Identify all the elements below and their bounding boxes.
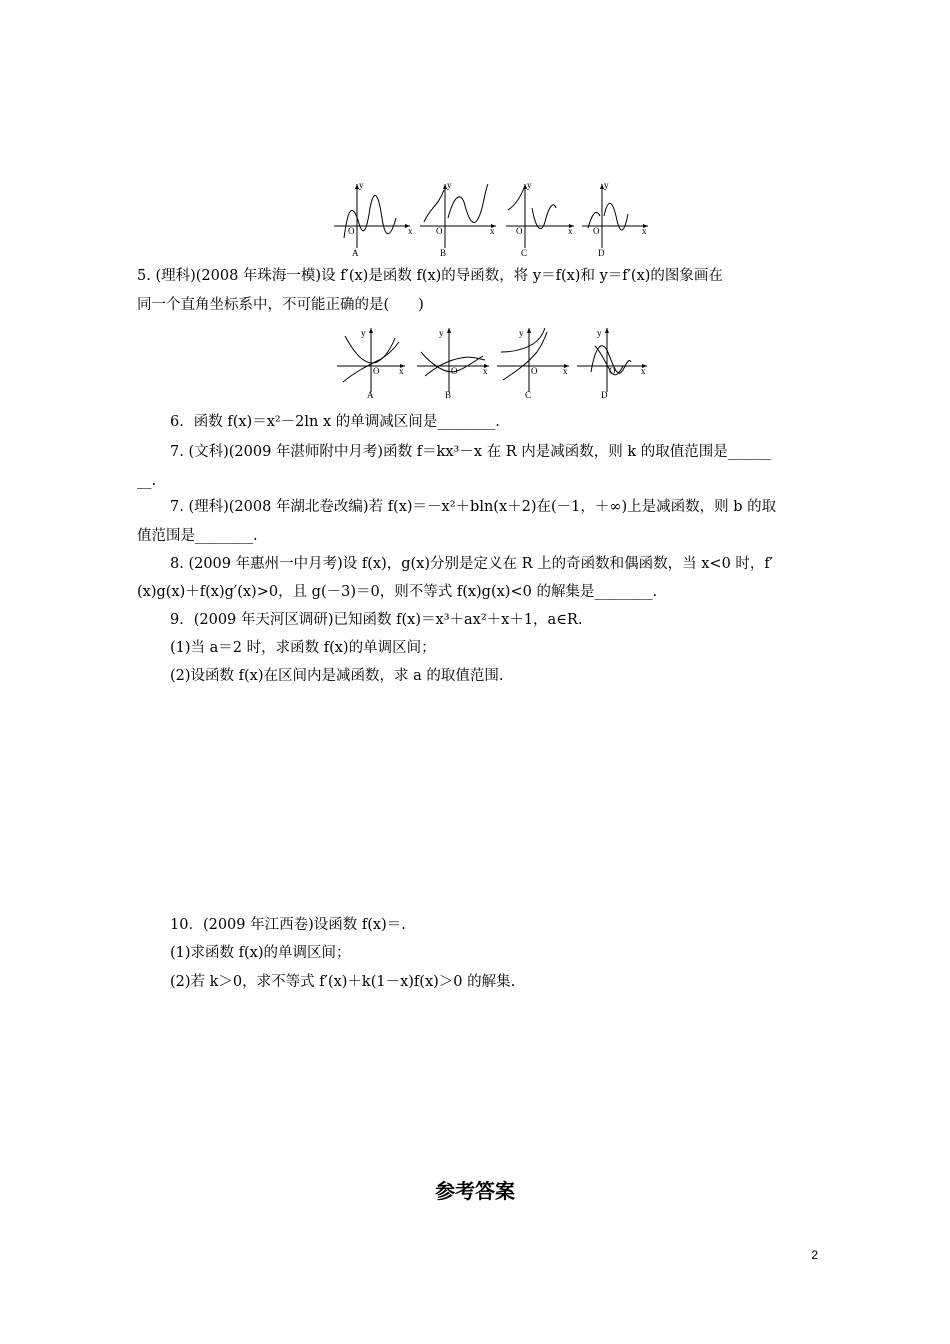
figure-label-d: D <box>598 248 605 258</box>
answer-section-title: 参考答案 <box>435 1179 515 1203</box>
question-10-part-2: (2)若 k＞0，求不等式 f′(x)＋k(1－x)f(x)＞0 的解集. <box>170 974 516 990</box>
page-number: 2 <box>811 1248 818 1262</box>
figure-y-label: y <box>361 328 366 338</box>
derivative-graphs-svg <box>330 178 652 258</box>
figure-origin-label: O <box>451 366 458 376</box>
figure-label-c: C <box>521 248 528 258</box>
question-7-like-line-1: 7. (理科)(2008 年湖北卷改编)若 f(x)＝－x²＋bln(x＋2)在(－1，＋∞)上是减函数，则 b 的取 <box>170 499 777 515</box>
figure-label-b: B <box>440 248 447 258</box>
figure-x-label: x <box>483 366 488 376</box>
figure-y-label: y <box>439 328 444 338</box>
question-5-line-1: 5. (理科)(2008 年珠海一模)设 f′(x)是函数 f(x)的导函数，将 y＝f(x)和 y＝f′(x)的图象画在 <box>137 268 723 284</box>
figure-x-label: x <box>563 366 568 376</box>
figure-x-label: x <box>408 226 413 236</box>
figure-origin-label: O <box>531 366 538 376</box>
question-10: 10．(2009 年江西卷)设函数 f(x)＝. <box>170 917 406 933</box>
figure-x-label: x <box>399 366 404 376</box>
figure-y-label: y <box>359 180 364 190</box>
figure-label-a: A <box>352 248 359 258</box>
figure-origin-label: O <box>373 366 380 376</box>
figure-x-label: x <box>641 366 646 376</box>
figure-y-label: y <box>604 180 609 190</box>
question-9: 9．(2009 年天河区调研)已知函数 f(x)＝x³＋ax²＋x＋1，a∈R. <box>170 612 583 628</box>
question-9-part-1: (1)当 a＝2 时，求函数 f(x)的单调区间； <box>170 640 436 656</box>
question-7-wenke-line-2: __. <box>137 473 157 489</box>
figure-label-b: B <box>445 390 452 400</box>
figure-label-a: A <box>367 390 374 400</box>
figure-x-label: x <box>642 226 647 236</box>
figure-origin-label: O <box>348 226 355 236</box>
question-9-part-2: (2)设函数 f(x)在区间内是减函数，求 a 的取值范围. <box>170 668 504 684</box>
question-8-line-2: (x)g(x)＋f(x)g′(x)>0，且 g(－3)＝0，则不等式 f(x)g(x)<0 的解集是________. <box>137 584 658 600</box>
figure-origin-label: O <box>609 366 616 376</box>
figure-origin-label: O <box>593 226 600 236</box>
q5-graphs-figure <box>333 322 651 402</box>
question-6: 6．函数 f(x)＝x²－2ln x 的单调减区间是________. <box>170 414 500 430</box>
figure-y-label: y <box>527 180 532 190</box>
figure-origin-label: O <box>516 226 523 236</box>
figure-x-label: x <box>490 226 495 236</box>
question-7-wenke-line-1: 7. (文科)(2009 年湛师附中月考)函数 f＝kx³－x 在 R 内是减函数，则 k 的取值范围是______ <box>170 444 772 460</box>
figure-label-c: C <box>525 390 532 400</box>
question-8-line-1: 8. (2009 年惠州一中月考)设 f(x)，g(x)分别是定义在 R 上的奇函数和偶函数，当 x<0 时，f′ <box>170 556 774 572</box>
derivative-graphs-figure <box>330 178 652 258</box>
figure-y-label: y <box>447 180 452 190</box>
question-10-part-1: (1)求函数 f(x)的单调区间； <box>170 945 351 961</box>
figure-origin-label: O <box>436 226 443 236</box>
figure-x-label: x <box>568 226 573 236</box>
figure-y-label: y <box>597 328 602 338</box>
question-7-like-line-2: 值范围是________. <box>137 528 258 544</box>
question-5-line-2: 同一个直角坐标系中，不可能正确的是( ) <box>137 297 424 313</box>
figure-label-d: D <box>601 390 608 400</box>
figure-y-label: y <box>519 328 524 338</box>
